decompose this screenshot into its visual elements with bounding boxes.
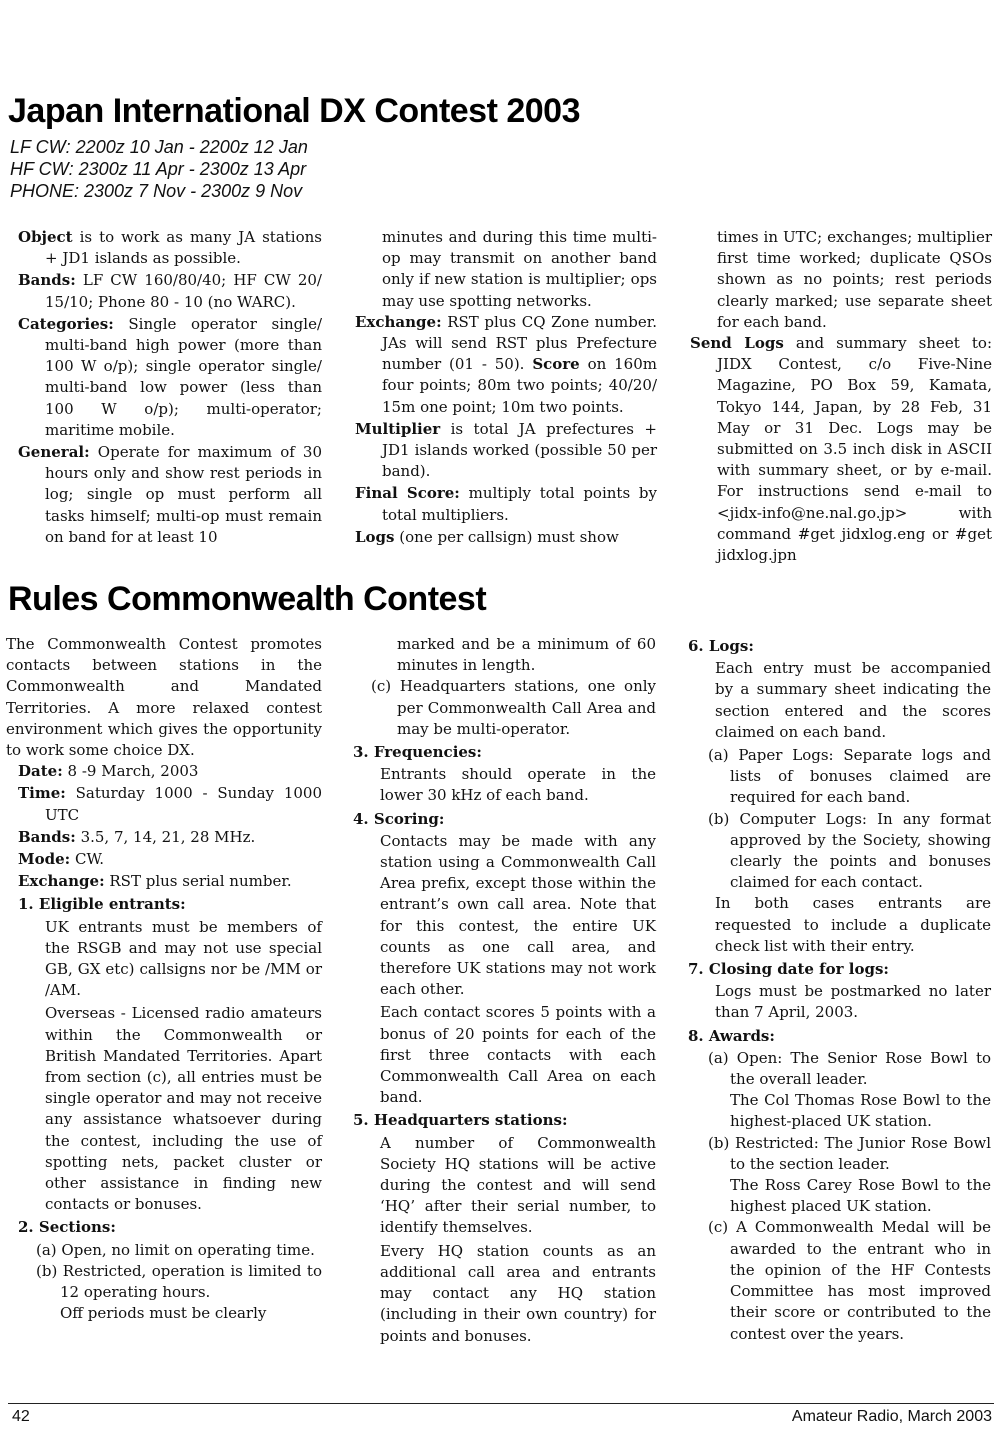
cw-s4-heading: 4. Scoring: — [353, 809, 445, 828]
cw-s1-p2: Overseas - Licensed radio amateurs within the Commonwealth or British Mandated Territories. Apart from section (c), all entries must be single operator and may not receive any assistance whatsoever during the contest, including the use of spotting nets, packet cluster or other assistance in finding new contacts or bonuses. — [45, 1004, 322, 1214]
cw-s7-heading: 7. Closing date for logs: — [688, 960, 889, 979]
jidx-send-logs: Send Logs and summary sheet to: JIDX Contest, c/o Five-Nine Magazine, PO Box 59, Kamata, Tokyo 144, Japan, by 28 Feb, 31 May or 31 Dec. Logs may be submitted on 3.5 inch disk in ASCII with summary sheet, or by e-mail. For instructions send e-mail to <jidx-info@ne.nal.go.jp> with command #get jidxlog.eng or #get jidxlog.jpn — [690, 334, 992, 565]
jidx-column-1 — [18, 227, 322, 549]
cw-s6-p: Each entry must be accompanied by a summary sheet indicating the section entered and the scores claimed on each band. — [715, 659, 991, 741]
cw-s8-c: (c) A Commonwealth Medal will be awarded to the entrant who in the opinion of the HF Contests Committee has most improved their score or contributed to the contest over the years. — [708, 1218, 991, 1343]
cw-s5-p1: A number of Commonwealth Society HQ stations will be active during the contest and will send ‘HQ’ after their serial number, to identify themselves. — [380, 1133, 656, 1237]
jidx-date-lf: LF CW: 2200z 10 Jan - 2200z 12 Jan — [10, 137, 308, 157]
jidx-general-cont: minutes and during this time multi-op may transmit on another band only if new station is multiplier; ops may use spotting networks. — [382, 228, 657, 310]
cw-mode: Mode: CW. — [18, 850, 105, 869]
cw-s1-heading: 1. Eligible entrants: — [18, 895, 186, 914]
cw-s2-b2-cont: marked and be a minimum of 60 minutes in length. — [397, 635, 656, 675]
cw-exchange: Exchange: RST plus serial number. — [18, 872, 292, 891]
jidx-bands: Bands: LF CW 160/80/40; HF CW 20/ 15/10; Phone 80 - 10 (no WARC). — [18, 271, 322, 311]
jidx-title: Japan International DX Contest 2003 — [8, 92, 580, 130]
cw-bands: Bands: 3.5, 7, 14, 21, 28 MHz. — [18, 827, 256, 846]
cw-s5-heading: 5. Headquarters stations: — [353, 1111, 568, 1130]
cw-s2-b2: Off periods must be clearly — [60, 1304, 267, 1323]
cw-s3-heading: 3. Frequencies: — [353, 743, 482, 762]
cw-s4-p1: Contacts may be made with any station using a Commonwealth Call Area prefix, except those within the entrant’s own call area. Note that for this contest, the entire UK counts as one call area, and therefore UK stations may not work each other. — [380, 831, 656, 999]
cw-date: Date: 8 -9 March, 2003 — [18, 762, 199, 781]
cw-column-2 — [353, 634, 656, 1349]
jidx-final-score: Final Score: multiply total points by total multipliers. — [355, 484, 657, 524]
cw-s1-p1: UK entrants must be members of the RSGB and may not use special GB, GX etc) callsigns nor be /MM or /AM. — [45, 917, 322, 1000]
jidx-object: Object is to work as many JA stations + JD1 islands as possible. — [18, 228, 322, 268]
cw-s8-a: (a) Open: The Senior Rose Bowl to the overall leader. — [708, 1048, 991, 1089]
jidx-column-2 — [355, 227, 657, 549]
cw-s6-b: (b) Computer Logs: In any format approved by the Society, showing clearly the points and bonuses claimed for each contact. — [708, 809, 991, 892]
jidx-categories: Categories: Single operator single/ multi-band high power (more than 100 W o/p); single operator single/ multi-band low power (less than 100 W o/p); multi-operator; maritime mobile. — [18, 314, 322, 439]
cw-intro: The Commonwealth Contest promotes contacts between stations in the Commonwealth and Mandated Territories. A more relaxed contest environment which gives the opportunity to work some choice DX. — [6, 635, 322, 760]
jidx-logs: Logs (one per callsign) must show — [355, 527, 619, 546]
cw-column-3 — [688, 634, 991, 1345]
cw-s8-a2: The Col Thomas Rose Bowl to the highest-placed UK station. — [730, 1091, 991, 1131]
cw-s2-b: (b) Restricted, operation is limited to 12 operating hours. — [36, 1261, 322, 1302]
cw-time: Time: Saturday 1000 - Sunday 1000 UTC — [18, 784, 322, 824]
page-number: 42 — [12, 1408, 30, 1425]
cw-s8-heading: 8. Awards: — [688, 1026, 775, 1045]
cw-s2-a: (a) Open, no limit on operating time. — [36, 1240, 315, 1259]
jidx-date-hf: HF CW: 2300z 11 Apr - 2300z 13 Apr — [10, 159, 307, 179]
cw-column-1 — [6, 634, 322, 1325]
cw-s6-heading: 6. Logs: — [688, 637, 754, 655]
cw-s3-p: Entrants should operate in the lower 30 kHz of each band. — [380, 765, 656, 805]
cw-s6-p2: In both cases entrants are requested to include a duplicate check list with their entry. — [715, 894, 991, 955]
jidx-multiplier: Multiplier is total JA prefectures + JD1 islands worked (possible 50 per band). — [355, 419, 657, 481]
footer-rule — [8, 1403, 994, 1404]
cw-s2-heading: 2. Sections: — [18, 1218, 116, 1237]
cw-s5-p2: Every HQ station counts as an additional call area and entrants may contact any HQ station (including in their own country) for points and bonuses. — [380, 1241, 656, 1345]
cw-s4-p2: Each contact scores 5 points with a bonus of 20 points for each of the first three contacts with each Commonwealth Call Area on each band. — [380, 1003, 656, 1107]
cw-s6-a: (a) Paper Logs: Separate logs and lists of bonuses claimed are required for each band. — [708, 746, 991, 807]
cw-title: Rules Commonwealth Contest — [8, 580, 487, 618]
cw-s8-b2: The Ross Carey Rose Bowl to the highest placed UK station. — [730, 1176, 991, 1216]
cw-s7-p: Logs must be postmarked no later than 7 April, 2003. — [715, 982, 991, 1022]
jidx-column-3 — [690, 227, 992, 567]
jidx-dates — [10, 136, 308, 202]
jidx-general: General: Operate for maximum of 30 hours only and show rest periods in log; single op must perform all tasks himself; multi-op must remain on band for at least 10 — [18, 443, 322, 546]
jidx-exchange: Exchange: RST plus CQ Zone number. JAs will send RST plus Prefecture number (01 - 50). Score on 160m four points; 80m two points; 40/20/ 15m one point; 10m two points. — [355, 312, 657, 416]
jidx-logs-cont: times in UTC; exchanges; multiplier first time worked; duplicate QSOs shown as no points; rest periods clearly marked; use separate sheet for each band. — [717, 228, 992, 331]
jidx-date-phone: PHONE: 2300z 7 Nov - 2300z 9 Nov — [10, 181, 303, 201]
publication-name: Amateur Radio, March 2003 — [791, 1408, 992, 1425]
cw-s2-c: (c) Headquarters stations, one only per Commonwealth Call Area and may be multi-operator. — [371, 677, 656, 738]
cw-s8-b: (b) Restricted: The Junior Rose Bowl to the section leader. — [708, 1133, 991, 1173]
